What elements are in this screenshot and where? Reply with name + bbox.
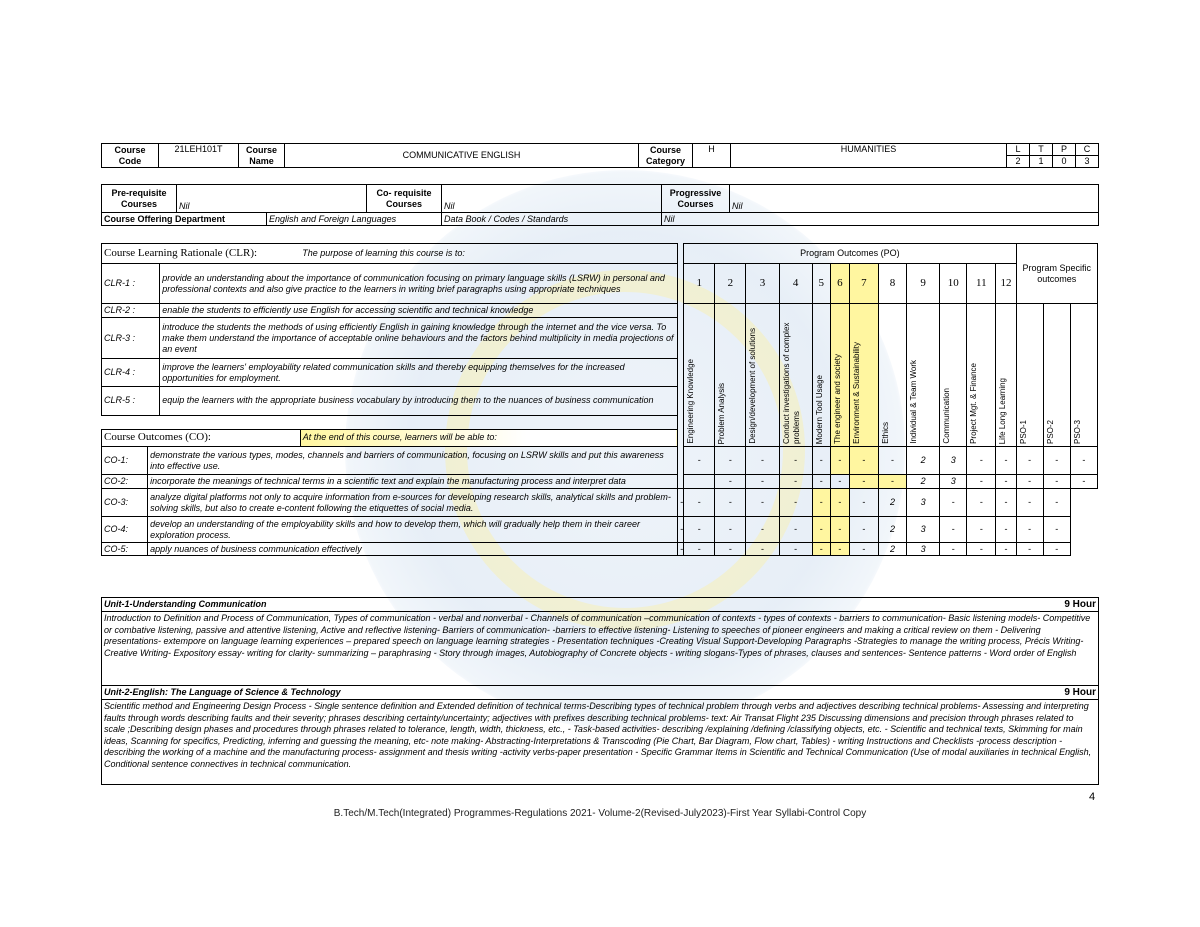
co-map-cell: - bbox=[967, 489, 996, 517]
co-map-cell: - bbox=[830, 475, 849, 489]
po-number: 1 bbox=[684, 264, 715, 304]
co-map-cell: - bbox=[684, 489, 715, 517]
co-map-cell: - bbox=[967, 543, 996, 556]
co-map-cell: - bbox=[684, 447, 715, 475]
unit-text: Scientific method and Engineering Design Process - Single sentence definition and Extended definition of technical terms-Describing types of technical problem through verbs and adjectives describing technical problems- Assessing and interpreting faults through words describing faults and their severity; phrases describing certainty/uncertainty; adjectives with prefixes describing technical problems- text: Air Transat Flight 235 Discussing dimensions and precision through phrases related to scale ;Describing design phases and procedures through phrases related to tolerance, length, width, thickness, etc., - Task-based activities- describing /explaining /defining /classifying objects, etc. - Scientific and technical texts, Skimming for main ideas, Scanning for specifics, Predicting, inferring and guessing the meaning, etc- note making- Abstracting-Interpretations & Transcoding (Pie Chart, Bar Diagram, Flow chart, Tables) - writing Instructions and Checklists -process description -describing the working of a machine and the manufacturing process- assignment and thesis writing -activity verbs-paper presentation - Specific Grammar Items in Scientific and Technical Communication (Use of modal auxiliaries in technical English, Conditional sentence connectives in technical communication. bbox=[102, 700, 1099, 785]
co-map-cell: - bbox=[849, 475, 878, 489]
outcomes-table bbox=[101, 243, 1098, 556]
co-map-cell: - bbox=[878, 447, 906, 475]
co-map-cell: - bbox=[1016, 475, 1043, 489]
po-number: 10 bbox=[940, 264, 967, 304]
po-label: Project Mgt. & Finance bbox=[969, 363, 979, 444]
ltpc-value: 0 bbox=[1053, 156, 1076, 168]
clr-text: improve the learners' employability related communication skills and thereby equipping themselves for the increased opportunities for employment. bbox=[160, 359, 678, 387]
clr-text: enable the students to efficiently use English for accessing scientific and technical knowledge bbox=[160, 304, 678, 318]
co-map-cell: - bbox=[746, 543, 779, 556]
co-map-cell: - bbox=[715, 447, 746, 475]
clr-code: CLR-3 : bbox=[102, 318, 160, 359]
po-number: 11 bbox=[967, 264, 996, 304]
po-number: 12 bbox=[996, 264, 1016, 304]
pso-label: PSO-1 bbox=[1018, 419, 1028, 444]
unit-hours: 9 Hour bbox=[982, 686, 1099, 700]
co-map-cell: - bbox=[1043, 517, 1070, 543]
unit-title: Unit-1-Understanding Communication bbox=[102, 598, 982, 612]
co-map-cell: - bbox=[849, 489, 878, 517]
co-map-cell: - bbox=[746, 475, 779, 489]
co-map-cell: - bbox=[830, 517, 849, 543]
co-map-cell: 3 bbox=[907, 517, 940, 543]
po-label: Environment & Sustainability bbox=[851, 342, 861, 444]
ltpc-label: C bbox=[1076, 144, 1099, 156]
po-label: Conduct investigations of complex problems bbox=[781, 322, 801, 444]
po-number: 8 bbox=[878, 264, 906, 304]
clr-code: CLR-1 : bbox=[102, 264, 160, 304]
progressive-value: Nil bbox=[730, 185, 1099, 213]
co-map-cell: 2 bbox=[907, 475, 940, 489]
clr-code: CLR-2 : bbox=[102, 304, 160, 318]
co-map-cell: - bbox=[996, 543, 1016, 556]
po-label: Design/development of solutions bbox=[748, 328, 758, 444]
co-map-cell: - bbox=[812, 489, 830, 517]
po-label: Engineering Knowledge bbox=[686, 359, 696, 444]
co-map-cell: - bbox=[746, 447, 779, 475]
co-map-cell: 2 bbox=[878, 543, 906, 556]
co-map-cell: - bbox=[678, 543, 684, 556]
po-label: Individual & Team Work bbox=[909, 360, 919, 444]
dept-value: English and Foreign Languages bbox=[267, 213, 442, 226]
co-map-cell: - bbox=[1043, 543, 1070, 556]
po-number: 7 bbox=[849, 264, 878, 304]
clr-code: CLR-5 : bbox=[102, 387, 160, 415]
co-map-cell: - bbox=[830, 489, 849, 517]
course-code: 21LEH101T bbox=[159, 144, 239, 168]
co-map-cell: - bbox=[715, 543, 746, 556]
page-footer: B.Tech/M.Tech(Integrated) Programmes-Regulations 2021- Volume-2(Revised-July2023)-First Year Syllabi-Control Copy bbox=[333, 808, 867, 819]
clr-text: provide an understanding about the importance of communication focusing on primary language skills (LSRW) in personal and professional contexts and also give practice to the learners in writing brief paragraphs using appropriate techniques bbox=[160, 264, 678, 304]
co-map-cell: - bbox=[940, 489, 967, 517]
co-map-cell: - bbox=[996, 475, 1016, 489]
co-map-cell: - bbox=[967, 447, 996, 475]
co-map-cell: - bbox=[779, 543, 812, 556]
co-map-cell: - bbox=[1043, 489, 1070, 517]
co-map-cell: - bbox=[830, 543, 849, 556]
co-map-cell: - bbox=[940, 517, 967, 543]
ltpc-value: 2 bbox=[1007, 156, 1030, 168]
progressive-label: Progressive Courses bbox=[662, 185, 730, 213]
po-number: 5 bbox=[812, 264, 830, 304]
co-text: incorporate the meanings of technical terms in a scientific text and explain the manufacturing process and interpret data bbox=[148, 475, 678, 489]
co-map-cell: - bbox=[779, 447, 812, 475]
prereq-label: Pre-requisite Courses bbox=[102, 185, 177, 213]
po-label: Modern Tool Usage bbox=[814, 374, 824, 444]
co-map-cell: - bbox=[878, 475, 906, 489]
co-row bbox=[102, 543, 1098, 556]
course-code-label: Course Code bbox=[102, 144, 159, 168]
co-map-cell: - bbox=[678, 489, 684, 517]
category-code: H bbox=[693, 144, 731, 168]
dept-label: Course Offering Department bbox=[102, 213, 267, 226]
coreq-value: Nil bbox=[442, 185, 662, 213]
co-map-cell: - bbox=[849, 447, 878, 475]
co-map-cell: - bbox=[940, 543, 967, 556]
ltpc-label: T bbox=[1030, 144, 1053, 156]
co-map-cell: - bbox=[1043, 475, 1070, 489]
co-map-cell: - bbox=[967, 475, 996, 489]
po-label: Problem Analysis bbox=[717, 382, 727, 444]
ltpc-value: 1 bbox=[1030, 156, 1053, 168]
pso-label: PSO-3 bbox=[1072, 419, 1082, 444]
co-row bbox=[102, 489, 1098, 517]
po-number: 6 bbox=[830, 264, 849, 304]
co-map-cell: - bbox=[684, 517, 715, 543]
unit-text: Introduction to Definition and Process of Communication, Types of communication - verbal and nonverbal - Channels of communication –communication of contexts - types of contexts - barriers to communication- Basic listening models- Competitive or combative listening, passive and attentive listening, Active and reflective listening- Barriers of communication- -barriers to effective listening- Listening to speeches of pioneer engineers and making a critical review on them - Delivering presentations- extempore on language learning experiences – prepared speech on language learning strategies - Presentation techniques -Creating Visual Support-Developing Paragraphs -Strategies to manage the writing process, Précis Writing- Creative Writing- Expository essay- writing for clarity- summarizing – paraphrasing - Story through images, Autobiography of Concrete objects - writing slogans-Types of phrases, clauses and sentences- Sentence patterns - Word order of English bbox=[102, 612, 1099, 686]
co-map-cell: - bbox=[849, 543, 878, 556]
co-map-cell: - bbox=[1016, 543, 1043, 556]
pso-label: PSO-2 bbox=[1045, 419, 1055, 444]
co-map-cell: - bbox=[1016, 489, 1043, 517]
co-text: apply nuances of business communication effectively bbox=[148, 543, 678, 556]
category-name: HUMANITIES bbox=[731, 144, 1007, 168]
page-number: 4 bbox=[1089, 791, 1096, 803]
ltpc-value: 3 bbox=[1076, 156, 1099, 168]
co-map-cell: - bbox=[678, 517, 684, 543]
co-map-cell: 3 bbox=[907, 543, 940, 556]
course-name: COMMUNICATIVE ENGLISH bbox=[285, 144, 639, 168]
co-map-cell: - bbox=[1070, 475, 1097, 489]
blank-row bbox=[102, 415, 678, 429]
co-map-cell: - bbox=[684, 543, 715, 556]
co-title: Course Outcomes (CO): bbox=[102, 429, 301, 446]
ltpc-label: P bbox=[1053, 144, 1076, 156]
course-category-label: Course Category bbox=[639, 144, 693, 168]
co-map-cell: - bbox=[779, 517, 812, 543]
co-map-cell: 3 bbox=[940, 447, 967, 475]
co-map-cell: - bbox=[715, 475, 746, 489]
po-label: Ethics bbox=[880, 422, 890, 444]
po-number: 2 bbox=[715, 264, 746, 304]
co-map-cell: 2 bbox=[878, 517, 906, 543]
co-map-cell: - bbox=[812, 543, 830, 556]
clr-title: Course Learning Rationale (CLR): bbox=[102, 244, 301, 264]
prereq-value: Nil bbox=[177, 185, 367, 213]
prerequisite-table bbox=[101, 184, 1099, 226]
co-map-cell: - bbox=[1070, 447, 1097, 475]
po-label: The engineer and society bbox=[832, 354, 842, 444]
co-map-cell: - bbox=[812, 475, 830, 489]
co-row bbox=[102, 475, 1098, 489]
co-code: CO-2: bbox=[102, 475, 148, 489]
co-map-cell: 2 bbox=[907, 447, 940, 475]
units-table bbox=[101, 597, 1099, 785]
co-map-cell: - bbox=[779, 489, 812, 517]
clr-code: CLR-4 : bbox=[102, 359, 160, 387]
co-map-cell: - bbox=[1016, 517, 1043, 543]
po-title: Program Outcomes (PO) bbox=[684, 244, 1016, 264]
spacer-cell bbox=[684, 475, 715, 489]
ltpc-label: L bbox=[1007, 144, 1030, 156]
co-map-cell: - bbox=[830, 447, 849, 475]
co-map-cell: - bbox=[996, 489, 1016, 517]
co-map-cell: - bbox=[967, 517, 996, 543]
co-code: CO-3: bbox=[102, 489, 148, 517]
unit-title: Unit-2-English: The Language of Science & Technology bbox=[102, 686, 982, 700]
clr-intro: The purpose of learning this course is to: bbox=[300, 244, 677, 264]
po-number: 4 bbox=[779, 264, 812, 304]
po-number: 9 bbox=[907, 264, 940, 304]
co-code: CO-4: bbox=[102, 517, 148, 543]
co-map-cell: - bbox=[715, 489, 746, 517]
databook-value: Nil bbox=[662, 213, 1099, 226]
co-map-cell: 3 bbox=[940, 475, 967, 489]
co-map-cell: - bbox=[1043, 447, 1070, 475]
unit-hours: 9 Hour bbox=[982, 598, 1099, 612]
co-code: CO-1: bbox=[102, 447, 148, 475]
co-text: develop an understanding of the employability skills and how to develop them, which will gradually help them in their career exploration process. bbox=[148, 517, 678, 543]
co-map-cell: - bbox=[996, 447, 1016, 475]
co-text: demonstrate the various types, modes, channels and barriers of communication, focusing on LSRW skills and put this awareness into effective use. bbox=[148, 447, 678, 475]
co-map-cell: - bbox=[746, 517, 779, 543]
co-map-cell: - bbox=[812, 447, 830, 475]
co-code: CO-5: bbox=[102, 543, 148, 556]
co-map-cell: 3 bbox=[907, 489, 940, 517]
co-text: analyze digital platforms not only to acquire information from e-sources for developing research skills, analytical skills and problem-solving skills, but also to create e-content following the etiquettes of social media. bbox=[148, 489, 678, 517]
co-map-cell: - bbox=[849, 517, 878, 543]
clr-text: equip the learners with the appropriate business vocabulary by introducing them to the nuances of business communication bbox=[160, 387, 678, 415]
po-label: Communication bbox=[942, 388, 952, 444]
course-header-table bbox=[101, 143, 1099, 168]
clr-text: introduce the students the methods of using efficiently English in gaining knowledge through the internet and the vice versa. To make them understand the importance of acceptable online behaviours and the factors behind multiplicity in media projections of an event bbox=[160, 318, 678, 359]
co-map-cell: 2 bbox=[878, 489, 906, 517]
course-name-label: Course Name bbox=[239, 144, 285, 168]
po-number: 3 bbox=[746, 264, 779, 304]
co-row bbox=[102, 517, 1098, 543]
co-map-cell: - bbox=[715, 517, 746, 543]
co-row bbox=[102, 447, 1098, 475]
coreq-label: Co- requisite Courses bbox=[367, 185, 442, 213]
co-map-cell: - bbox=[746, 489, 779, 517]
co-map-cell: - bbox=[996, 517, 1016, 543]
co-map-cell: - bbox=[812, 517, 830, 543]
co-map-cell: - bbox=[1016, 447, 1043, 475]
co-intro: At the end of this course, learners will be able to: bbox=[300, 429, 677, 446]
databook-label: Data Book / Codes / Standards bbox=[442, 213, 662, 226]
po-label: Life Long Learning bbox=[998, 377, 1008, 444]
co-map-cell: - bbox=[779, 475, 812, 489]
pso-title: Program Specific outcomes bbox=[1016, 244, 1097, 304]
